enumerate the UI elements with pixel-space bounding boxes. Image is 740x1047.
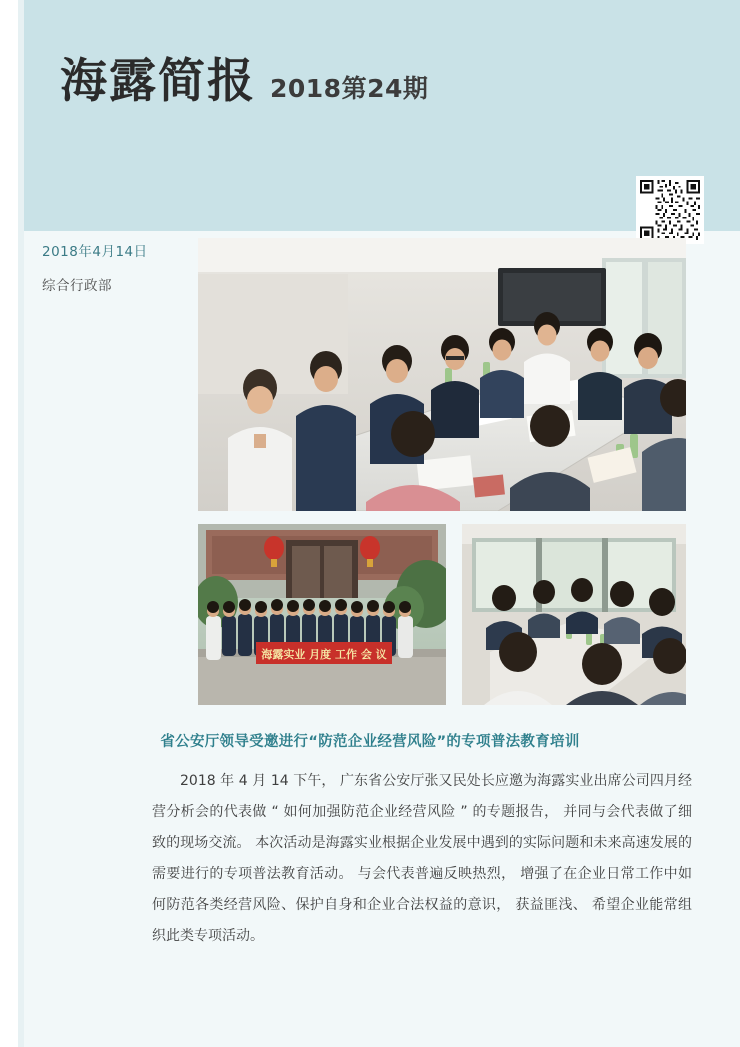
department-label: 综合行政部 [42, 278, 112, 294]
photo-main-meeting [198, 238, 686, 511]
banner-text: 海露实业 月度 工作 会 议 [261, 648, 387, 661]
header-banner [24, 0, 740, 231]
meta-block [42, 240, 192, 294]
article-body [152, 766, 692, 952]
qr-code-icon [636, 176, 704, 244]
page-title: 海露简报 [60, 54, 256, 109]
left-white-band [0, 0, 18, 1047]
issue-label: 2018第24期 [270, 74, 429, 103]
photo-meeting-secondary [462, 524, 686, 705]
publish-date: 2018年4月14日 [42, 244, 148, 260]
article-paragraph: 2018 年 4 月 14 下午， 广东省公安厅张又民处长应邀为海露实业出席公司四月经营分析会的代表做 “ 如何加强防范企业经营风险 ” 的专题报告， 并同与会代表做了细致的现场交流。 本次活动是海露实业根据企业发展中遇到的实际问题和未来高速发展的需要进行的专项普法教育活动。 与会代表普遍反映热烈， 增强了在企业日常工作中如何防范各类经营风险、保护自身和企业合法权益的意识， 获益匪浅、 希望企业能常组织此类专项活动。 [152, 773, 692, 944]
masthead [60, 54, 429, 109]
article-title: 省公安厅领导受邀进行“防范企业经营风险”的专项普法教育培训 [160, 734, 580, 750]
photo-group-banner [198, 524, 446, 705]
